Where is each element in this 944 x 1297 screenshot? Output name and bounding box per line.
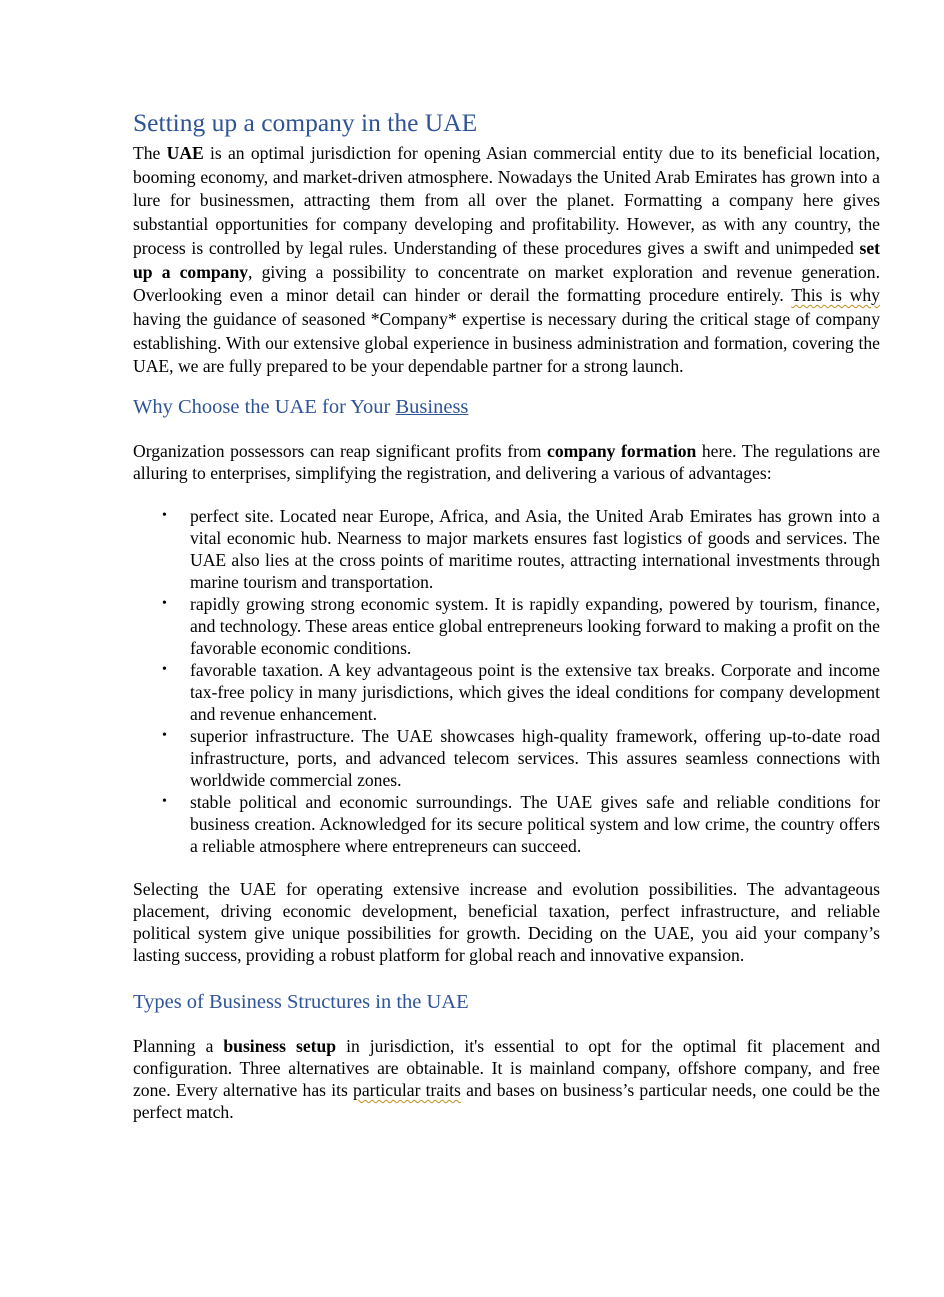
list-item — [162, 725, 880, 791]
bullet-icon: • — [162, 596, 167, 612]
intro-paragraph — [133, 142, 880, 379]
bullet-icon: • — [162, 728, 167, 744]
bullet-icon: • — [162, 794, 167, 810]
spellcheck-flag[interactable]: This is why — [791, 285, 880, 306]
list-item-text: stable political and economic surroundings. The UAE gives safe and reliable conditions for business creation. Acknowledged for its secure political system and low crime, the country offers a reliable atmosphere where entrepreneurs can succeed. — [190, 792, 880, 857]
section2-text-1: Planning a — [133, 1036, 224, 1057]
document-page — [133, 104, 880, 1123]
section-heading-structures: Types of Business Structures in the UAE — [133, 991, 469, 1014]
intro-bold-setup: set up a company — [133, 237, 880, 282]
intro-text-1: The — [133, 143, 167, 163]
section2-text-3: and bases on business’s particular needs, one could be the perfect match. — [133, 1080, 880, 1123]
intro-text-2: is an optimal jurisdiction for opening Asian commercial entity due to its beneficial location, booming economy, and market-driven atmosphere. Nowadays the United Arab Emirates has grown into a lure for businessmen, attracting them from all over the planet. Formatting a company here gives substantial opportunities for company developing and profitability. However, as with any country, the process is controlled by legal rules. Understanding of these procedures gives a swift and unimpeded — [133, 143, 880, 258]
document-title: Setting up a company in the UAE — [133, 108, 478, 137]
advantages-list — [133, 505, 880, 857]
list-item — [162, 593, 880, 659]
bullet-icon: • — [162, 662, 167, 678]
list-item-text: rapidly growing strong economic system. It is rapidly expanding, powered by tourism, finance, and technology. These areas entice global entrepreneurs looking forward to making a profit on the favorable economic conditions. — [190, 594, 880, 659]
list-item — [162, 791, 880, 857]
spellcheck-flag[interactable]: particular traits — [353, 1080, 461, 1101]
section-heading-why-uae — [133, 394, 880, 420]
section1-paragraph — [133, 440, 880, 484]
intro-text-4: having the guidance of seasoned *Company* expertise is necessary during the critical stage of company establishing. With our extensive global experience in business administration and formation, covering the UAE, we are fully prepared to be your dependable partner for a strong launch. — [133, 308, 880, 377]
list-item-text: perfect site. Located near Europe, Africa, and Asia, the United Arab Emirates has grown into a vital economic hub. Nearness to major markets ensures fast logistics of goods and services. The UAE also lies at the cross points of maritime routes, attracting international investments through marine tourism and transportation. — [190, 506, 880, 593]
section1-bold-formation: company formation — [547, 441, 697, 462]
section1-text-1: Organization possessors can reap significant profits from — [133, 441, 548, 462]
section2-paragraph — [133, 1035, 880, 1123]
list-item — [162, 659, 880, 725]
section2-bold-setup: business setup — [223, 1036, 337, 1057]
intro-text-3: , giving a possibility to concentrate on market exploration and revenue generation. Overlooking even a minor detail can hinder or derail the formatting procedure entirely. — [133, 261, 880, 306]
intro-bold-uae: UAE — [166, 143, 204, 163]
list-item-text: superior infrastructure. The UAE showcases high-quality framework, offering up-to-date road infrastructure, ports, and advanced telecom services. This assures seamless connections with worldwide commercial zones. — [190, 726, 880, 791]
heading-link-business[interactable]: Business — [395, 396, 469, 419]
section1-text-2: here. The regulations are alluring to enterprises, simplifying the registration, and delivering a various of advantages: — [133, 441, 881, 484]
heading-text: Why Choose the UAE for Your — [133, 396, 396, 419]
bullet-icon: • — [162, 508, 167, 524]
section2-text-2: in jurisdiction, it's essential to opt for the optimal fit placement and configuration. Three alternatives are obtainable. It is mainland company, offshore company, and free zone. Every alternative has its — [133, 1036, 881, 1101]
section1-closing-paragraph: Selecting the UAE for operating extensive increase and evolution possibilities. The advantageous placement, driving economic development, beneficial taxation, perfect infrastructure, and reliable political system give unique possibilities for growth. Deciding on the UAE, you aid your company’s lasting success, providing a robust platform for global reach and innovative expansion. — [133, 879, 880, 966]
list-item — [162, 505, 880, 593]
list-item-text: favorable taxation. A key advantageous point is the extensive tax breaks. Corporate and income tax-free policy in many jurisdictions, which gives the ideal conditions for company development and revenue enhancement. — [190, 660, 880, 725]
